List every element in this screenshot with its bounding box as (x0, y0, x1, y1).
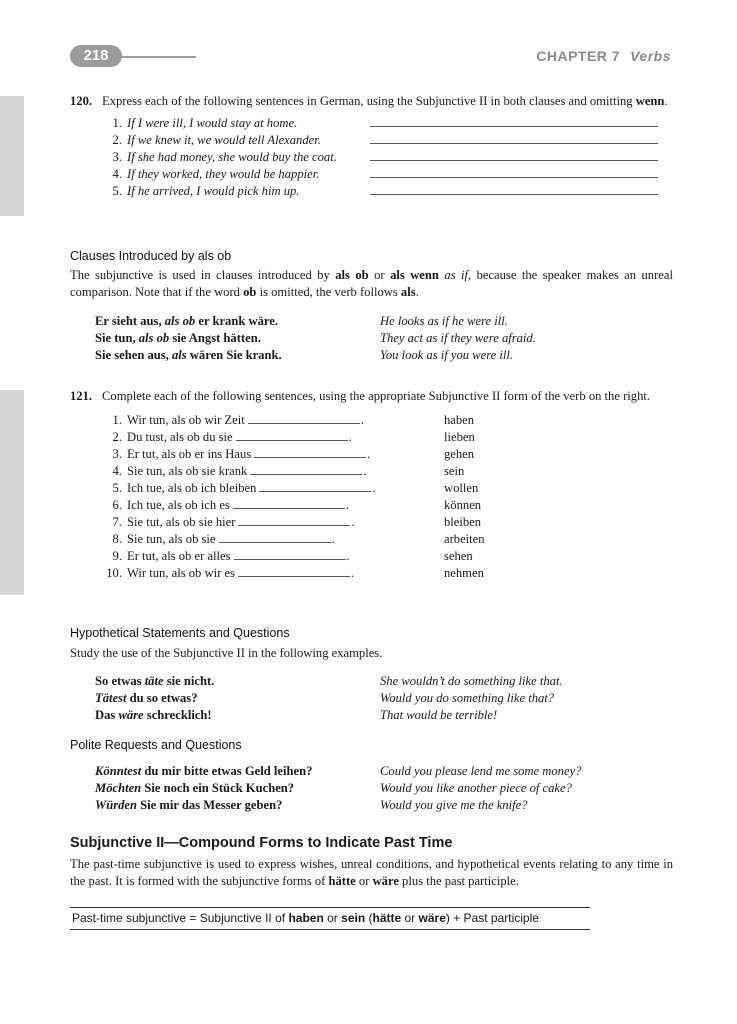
example-row: Er sieht aus, als ob er krank wäre. He looks as if he were ill. (95, 314, 508, 328)
list-item: 7. Sie tut, als ob sie hier . bleiben (70, 514, 672, 531)
verb-hint: lieben (444, 430, 475, 445)
answer-blank[interactable] (234, 549, 346, 560)
als-ob-paragraph: The subjunctive is used in clauses introduced by als ob or als wenn as if, because the speaker makes an unreal comparison. Note that if the word ob is omitted, the verb follows als. (70, 268, 673, 300)
example-row: Sie sehen aus, als wären Sie krank. You look as if you were ill. (95, 348, 514, 362)
list-item: 3. Er tut, als ob er ins Haus . gehen (70, 446, 672, 463)
answer-blank[interactable] (259, 481, 371, 492)
exercise-120 (70, 93, 672, 200)
compound-paragraph: The past-time subjunctive is used to express wishes, unreal conditions, and hypothetical events relating to any time in the past. It is formed with the subjunctive forms of hätte or wäre plus the past participle. (70, 857, 673, 889)
list-item: 5. If he arrived, I would pick him up. (70, 183, 672, 200)
section-heading-hypothetical: Hypothetical Statements and Questions (70, 626, 290, 640)
section-heading-polite: Polite Requests and Questions (70, 738, 242, 752)
verb-hint: sein (444, 464, 465, 479)
answer-blank[interactable] (254, 447, 366, 458)
running-head (536, 47, 671, 66)
verb-hint: gehen (444, 447, 475, 462)
list-item: 1. If I were ill, I would stay at home. (70, 115, 672, 132)
example-row: Das wäre schrecklich! That would be terrible! (95, 708, 498, 722)
verb-hint: können (444, 498, 482, 513)
list-item: 4. Sie tun, als ob sie krank . sein (70, 463, 672, 480)
list-item: 5. Ich tue, als ob ich bleiben . wollen (70, 480, 672, 497)
list-item: 6. Ich tue, als ob ich es . können (70, 497, 672, 514)
margin-tab-top (0, 96, 24, 216)
list-item: 3. If she had money, she would buy the coat. (70, 149, 672, 166)
exercise-120-items (70, 115, 672, 200)
chapter-title: Verbs (630, 48, 671, 64)
list-item: 2. Du tust, als ob du sie . lieben (70, 429, 672, 446)
section-heading-compound: Subjunctive II—Compound Forms to Indicate Past Time (70, 835, 453, 851)
answer-line[interactable] (370, 132, 658, 144)
verb-hint: nehmen (444, 566, 484, 581)
margin-tab-bottom (0, 390, 24, 595)
list-item: 1. Wir tun, als ob wir Zeit . haben (70, 412, 672, 429)
answer-blank[interactable] (236, 430, 348, 441)
exercise-number: 120. (70, 94, 93, 108)
hypothetical-examples (95, 673, 655, 724)
example-row: So etwas täte sie nicht. She wouldn’t do something like that. (95, 674, 563, 688)
verb-hint: bleiben (444, 515, 482, 530)
exercise-121-items (70, 412, 672, 582)
exercise-instruction: Express each of the following sentences in German, using the Subjunctive II in both clauses and omitting wenn. (102, 94, 668, 108)
example-row: Möchten Sie noch ein Stück Kuchen? Would you like another piece of cake? (95, 781, 572, 795)
header-rule (116, 56, 196, 58)
chapter-label: CHAPTER 7 (536, 48, 621, 64)
formula-box: Past-time subjunctive = Subjunctive II of haben or sein (hätte or wäre) + Past participle (70, 907, 590, 930)
list-item: 9. Er tut, als ob er alles . sehen (70, 548, 672, 565)
exercise-number: 121. (70, 389, 93, 403)
list-item: 4. If they worked, they would be happier. (70, 166, 672, 183)
exercise-121 (70, 388, 672, 582)
polite-examples (95, 763, 655, 814)
section-heading-als-ob: Clauses Introduced by als ob (70, 249, 232, 263)
answer-blank[interactable] (233, 498, 345, 509)
answer-blank[interactable] (248, 413, 360, 424)
list-item: 8. Sie tun, als ob sie . arbeiten (70, 531, 672, 548)
hypothetical-intro: Study the use of the Subjunctive II in the following examples. (70, 646, 383, 660)
answer-blank[interactable] (238, 566, 350, 577)
example-row: Tätest du so etwas? Would you do something like that? (95, 691, 555, 705)
verb-hint: sehen (444, 549, 473, 564)
list-item: 10. Wir tun, als ob wir es . nehmen (70, 565, 672, 582)
example-row: Würden Sie mir das Messer geben? Would you give me the knife? (95, 798, 528, 812)
answer-blank[interactable] (250, 464, 362, 475)
example-row: Könntest du mir bitte etwas Geld leihen? Could you please lend me some money? (95, 764, 582, 778)
verb-hint: arbeiten (444, 532, 485, 547)
list-item: 2. If we knew it, we would tell Alexander. (70, 132, 672, 149)
page-number: 218 (70, 45, 122, 67)
answer-blank[interactable] (219, 532, 331, 543)
example-row: Sie tun, als ob sie Angst hätten. They act as if they were afraid. (95, 331, 536, 345)
als-ob-examples (95, 313, 655, 364)
answer-blank[interactable] (238, 515, 350, 526)
answer-line[interactable] (370, 149, 658, 161)
exercise-instruction: Complete each of the following sentences, using the appropriate Subjunctive II form of the verb on the right. (102, 389, 651, 403)
answer-line[interactable] (370, 183, 658, 195)
verb-hint: haben (444, 413, 475, 428)
answer-line[interactable] (370, 166, 658, 178)
verb-hint: wollen (444, 481, 479, 496)
answer-line[interactable] (370, 115, 658, 127)
